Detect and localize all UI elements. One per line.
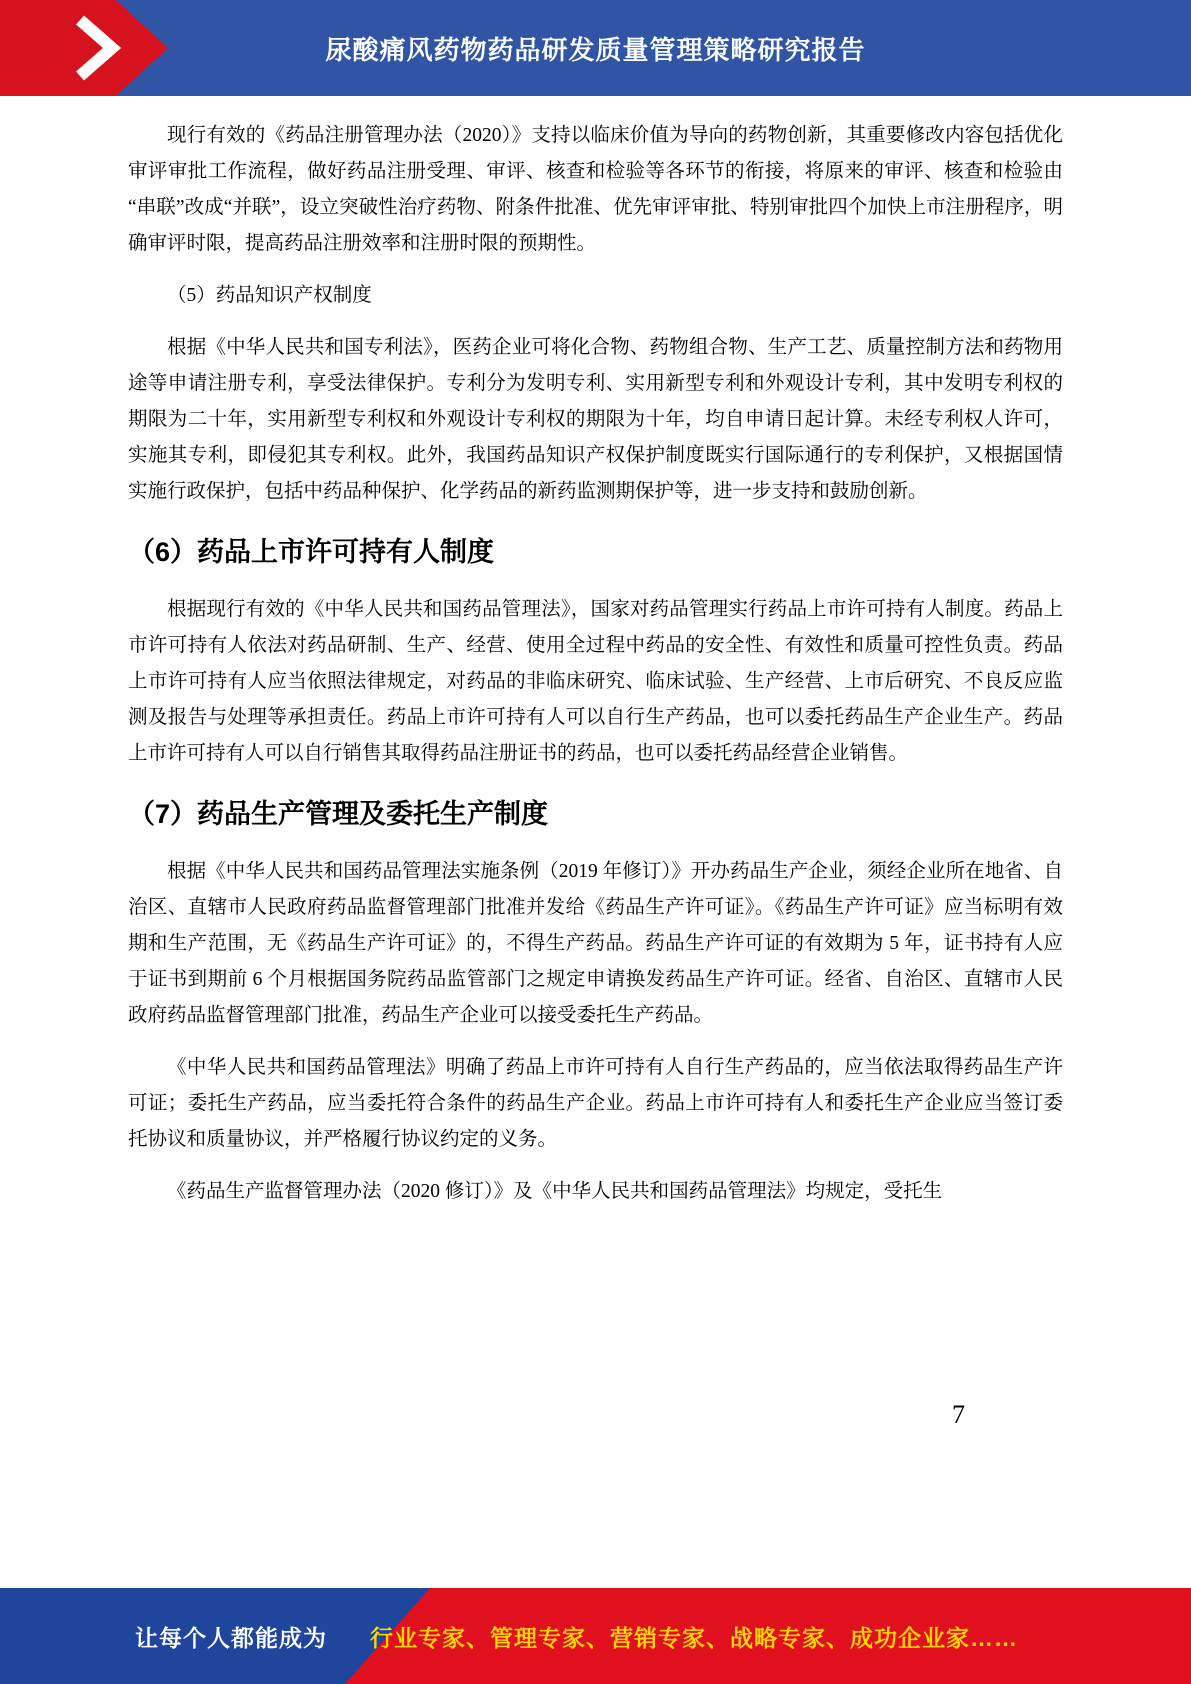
page-number: 7: [952, 1400, 965, 1429]
chevron-right-icon: [70, 14, 122, 82]
page-footer: [0, 1588, 1191, 1684]
section-6-heading: （6）药品上市许可持有人制度: [128, 537, 495, 567]
subsection-5-title: （5）药品知识产权制度: [167, 285, 372, 306]
paragraph-mah: 根据现行有效的《中华人民共和国药品管理法》，国家对药品管理实行药品上市许可持有人制度。药品上市许可持有人依法对药品研制、生产、经营、使用全过程中药品的安全性、有效性和质量可控性负责。药品上市许可持有人应当依照法律规定，对药品的非临床研究、临床试验、生产经营、上市后研究、不良反应监测及报告与处理等承担责任。药品上市许可持有人可以自行生产药品，也可以委托药品生产企业生产。药品上市许可持有人可以自行销售其取得药品注册证书的药品，也可以委托药品经营企业销售。: [128, 599, 1063, 764]
paragraph-production: 根据《中华人民共和国药品管理法实施条例（2019 年修订）》开办药品生产企业，须经企业所在地省、自治区、直辖市人民政府药品监督管理部门批准并发给《药品生产许可证》。《药品生产许可证》应当标明有效期和生产范围，无《药品生产许可证》的，不得生产药品。药品生产许可证的有效期为 5 年，证书持有人应于证书到期前 6 个月根据国务院药品监管部门之规定申请换发药品生产许可证。经省、自治区、直辖市人民政府药品监督管理部门批准，药品生产企业可以接受委托生产药品。: [128, 861, 1063, 1026]
footer-slogan-left: 让每个人都能成为: [135, 1624, 327, 1651]
paragraph-patent: 根据《中华人民共和国专利法》，医药企业可将化合物、药物组合物、生产工艺、质量控制方法和药物用途等申请注册专利，享受法律保护。专利分为发明专利、实用新型专利和外观设计专利，其中发明专利权的期限为二十年，实用新型专利权和外观设计专利权的期限为十年，均自申请日起计算。未经专利权人许可，实施其专利，即侵犯其专利权。此外，我国药品知识产权保护制度既实行国际通行的专利保护，又根据国情实施行政保护，包括中药品种保护、化学药品的新药监测期保护等，进一步支持和鼓励创新。: [128, 337, 1063, 502]
page-header: [0, 0, 1191, 96]
footer-slogan-right: 行业专家、管理专家、营销专家、战略专家、成功企业家……: [370, 1624, 1018, 1651]
report-title: 尿酸痛风药物药品研发质量管理策略研究报告: [325, 34, 866, 65]
document-body: [128, 118, 1063, 1226]
paragraph-entrust: 《中华人民共和国药品管理法》明确了药品上市许可持有人自行生产药品的，应当依法取得药品生产许可证；委托生产药品，应当委托符合条件的药品生产企业。药品上市许可持有人和委托生产企业应当签订委托协议和质量协议，并严格履行协议约定的义务。: [128, 1057, 1063, 1150]
paragraph-last: 《药品生产监督管理办法（2020 修订）》及《中华人民共和国药品管理法》均规定，受托生: [167, 1181, 943, 1202]
section-7-heading: （7）药品生产管理及委托生产制度: [128, 799, 549, 829]
paragraph-registration: 现行有效的《药品注册管理办法（2020）》支持以临床价值为导向的药物创新，其重要修改内容包括优化审评审批工作流程，做好药品注册受理、审评、核查和检验等各环节的衔接，将原来的审评、核查和检验由“串联”改成“并联”，设立突破性治疗药物、附条件批准、优先审评审批、特别审批四个加快上市注册程序，明确审评时限，提高药品注册效率和注册时限的预期性。: [128, 125, 1063, 254]
